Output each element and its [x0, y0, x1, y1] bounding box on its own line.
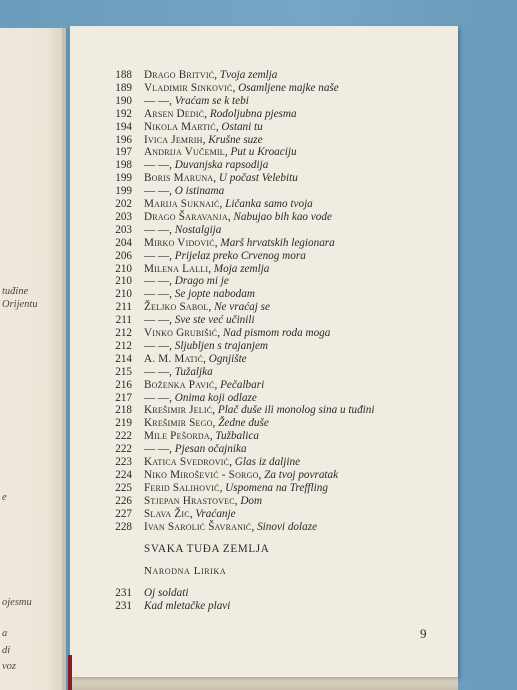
- entry-page-number: 203: [115, 210, 132, 223]
- entry-author: Željko Sabol: [144, 301, 209, 314]
- entry-title: Za tvoj povratak: [264, 468, 339, 481]
- entry-title: Nad pismom roda moga: [222, 327, 331, 339]
- entry-page-number: 214: [115, 352, 132, 365]
- page-number: 9: [420, 626, 427, 641]
- entry-page-number: 218: [115, 404, 132, 417]
- entry-page-number: 210: [115, 288, 132, 301]
- entry-author: Katica Svedrović: [144, 456, 230, 468]
- entry-title: Tužaljka: [174, 365, 213, 378]
- entry-page-number: 227: [115, 507, 132, 520]
- entry-title: Ličanka samo tvoja: [225, 198, 313, 210]
- entry-page-number: 231: [115, 600, 132, 612]
- left-page-fragment: di: [2, 645, 11, 656]
- entry-title: Osamljene majke naše: [238, 81, 339, 94]
- entry-title: Plač duše ili monolog sina u tuđini: [217, 404, 375, 417]
- entry-page-number: 219: [115, 417, 132, 430]
- entry-title: U počast Velebitu: [218, 172, 298, 185]
- entry-author: Marija Suknaić: [144, 198, 220, 210]
- entry-author: Krešimir Sego: [144, 417, 213, 430]
- entry-author: Drago Šaravanja: [144, 210, 228, 223]
- entry-page-number: 212: [115, 339, 132, 352]
- entry-title: Moja zemlja: [213, 262, 270, 275]
- entry-author: Boženka Pavić: [144, 378, 215, 391]
- entry-author: Andrija Vučemil: [144, 146, 225, 159]
- entry-page-number: 206: [115, 249, 132, 262]
- entry-author: Ivica Jemrih: [144, 133, 203, 146]
- entry-title: Oj soldati: [144, 587, 189, 599]
- entry-title: Pjesan očajnika: [174, 443, 247, 456]
- entry-author: Niko Mirošević - Sorgo: [144, 468, 259, 481]
- entry-title: Glas iz daljine: [234, 456, 301, 468]
- entry-author: Arsen Dedić: [144, 107, 205, 120]
- entry-page-number: 190: [115, 94, 132, 107]
- entry-page-number: 202: [115, 198, 132, 210]
- entry-page-number: 194: [115, 120, 132, 133]
- entry-author: Drago Britvić: [144, 69, 215, 81]
- entry-author: — —: [144, 288, 170, 301]
- entry-title: Tvoja zemlja: [219, 69, 278, 81]
- section-subheading: Narodna Lirika: [144, 565, 227, 577]
- entry-page-number: 222: [115, 443, 132, 456]
- entry-title: Vraćanje: [195, 507, 236, 520]
- entry-author: — —: [144, 275, 170, 288]
- entry-author: — —: [144, 365, 170, 378]
- entry-page-number: 211: [115, 301, 132, 314]
- entry-author: — —: [144, 391, 170, 404]
- entry-page-number: 210: [115, 262, 132, 275]
- entry-title: O istinama: [174, 185, 225, 198]
- entry-page-number: 199: [115, 172, 132, 185]
- entry-title: Kad mletačke plavi: [144, 600, 231, 612]
- entry-author: Mile Pešorda: [144, 430, 210, 443]
- page-edge: [70, 677, 458, 690]
- entry-title: Drago mi je: [174, 275, 229, 288]
- entry-author: — —: [144, 249, 170, 262]
- entry-title: Sinovi dolaze: [257, 520, 318, 533]
- binding-ribbon: [68, 655, 72, 690]
- entry-page-number: 231: [115, 587, 132, 599]
- entry-page-number: 204: [115, 236, 132, 249]
- entry-author: — —: [144, 223, 170, 236]
- entry-page-number: 228: [115, 520, 132, 533]
- left-page-fragment: e: [2, 492, 7, 503]
- entry-title: Duvanjska rapsodija: [174, 159, 269, 172]
- entry-title: Rodoljubna pjesma: [209, 107, 297, 120]
- entry-title: Pečalbari: [220, 378, 265, 391]
- entry-page-number: 188: [115, 69, 132, 81]
- entry-title: Ostani tu: [221, 120, 263, 133]
- entry-page-number: 198: [115, 159, 132, 172]
- entry-page-number: 226: [115, 494, 132, 507]
- entry-title: Sljubljen s trajanjem: [174, 339, 268, 352]
- left-page-fragment: tuđine: [2, 286, 29, 297]
- entry-title: Ognjište: [208, 352, 247, 365]
- entry-title: Prijelaz preko Crvenog mora: [174, 249, 306, 262]
- entry-title: Tužbalica: [215, 430, 259, 443]
- entry-author: Vinko Grubišić: [144, 327, 218, 339]
- left-page-fragment: a: [2, 628, 8, 639]
- entry-page-number: 197: [115, 146, 132, 159]
- entry-author: Vladimir Sinković: [144, 81, 233, 94]
- left-page: [0, 28, 66, 690]
- entry-author: — —: [144, 185, 170, 198]
- entry-title: Vraćam se k tebi: [174, 94, 249, 107]
- entry-author: — —: [144, 159, 170, 172]
- entry-page-number: 223: [115, 456, 132, 468]
- entry-author: Krešimir Jelić: [144, 404, 213, 417]
- entry-title: Ne vraćaj se: [214, 301, 270, 314]
- left-page-fragment: ojesmu: [2, 597, 32, 608]
- entry-page-number: 225: [115, 481, 132, 494]
- entry-author: — —: [144, 314, 170, 327]
- entry-page-number: 212: [115, 327, 132, 339]
- entry-title: Žedne duše: [218, 417, 269, 430]
- entry-title: Onima koji odlaze: [174, 391, 257, 404]
- left-page-fragment: voz: [2, 661, 16, 672]
- entry-page-number: 224: [115, 468, 132, 481]
- entry-title: Dom: [240, 494, 263, 507]
- entry-page-number: 216: [115, 378, 132, 391]
- entry-author: Boris Maruna: [144, 172, 214, 185]
- entry-author: Slava Žic: [144, 507, 190, 520]
- entry-author: Mirko Vidović: [144, 236, 215, 249]
- entry-title: Uspomena na Treffling: [225, 481, 328, 494]
- entry-page-number: 203: [115, 223, 132, 236]
- entry-author: Milena Lalli: [144, 262, 209, 275]
- entry-author: Ferid Salihović: [144, 481, 220, 494]
- entry-page-number: 196: [115, 133, 132, 146]
- entry-title: Sve ste već učinili: [174, 314, 255, 327]
- section-heading: SVAKA TUĐA ZEMLJA: [144, 543, 270, 555]
- entry-author: — —: [144, 94, 170, 107]
- entry-author: Ivan Sarolić Šavranić: [144, 520, 252, 533]
- entry-author: Stjepan Hrastovec: [144, 494, 235, 507]
- entry-page-number: 199: [115, 185, 132, 198]
- entry-author: — —: [144, 339, 170, 352]
- entry-title: Nostalgija: [174, 223, 222, 236]
- entry-page-number: 215: [115, 365, 132, 378]
- entry-page-number: 192: [115, 107, 132, 120]
- entry-author: Nikola Martić: [144, 120, 216, 133]
- entry-author: — —: [144, 443, 170, 456]
- entry-page-number: 222: [115, 430, 132, 443]
- entry-title: Krušne suze: [208, 133, 263, 146]
- entry-author: A. M. Matić: [144, 352, 204, 365]
- entry-title: Marš hrvatskih legionara: [220, 236, 335, 249]
- entry-page-number: 211: [115, 314, 132, 327]
- entry-title: Put u Kroaciju: [230, 146, 297, 159]
- entry-page-number: 210: [115, 275, 132, 288]
- entry-page-number: 217: [115, 391, 132, 404]
- left-page-fragment: Orijentu: [2, 299, 38, 310]
- entry-title: Nabujao bih kao vode: [233, 210, 332, 223]
- entry-page-number: 189: [115, 81, 132, 94]
- entry-title: Se jopte nabodam: [174, 288, 255, 301]
